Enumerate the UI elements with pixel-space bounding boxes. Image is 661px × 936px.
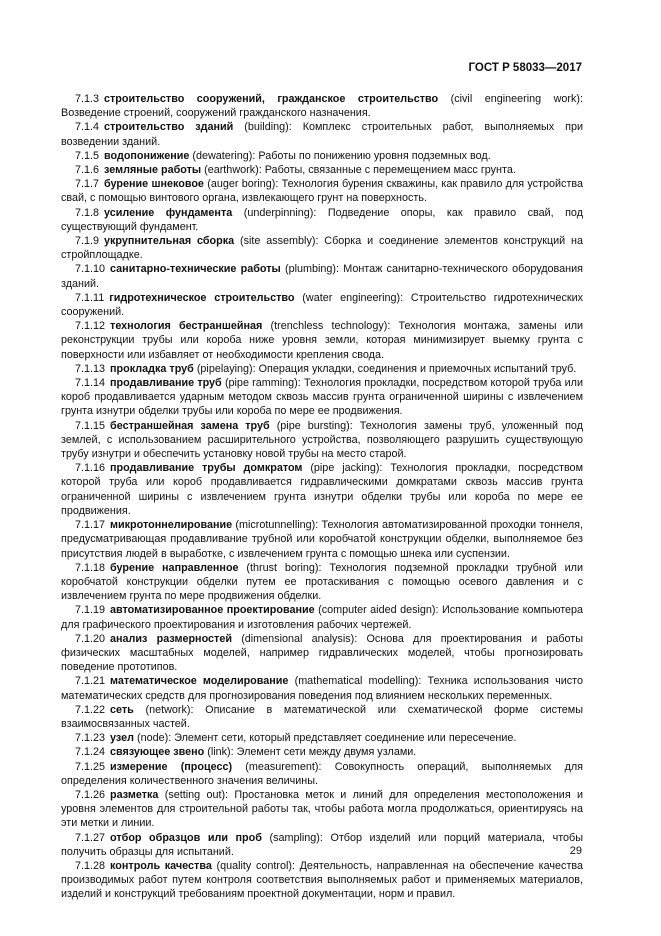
entry-definition: Технология автоматизированной проходки тоннеля, предусматривающая продавливание трубной или коробчатой конструкции обделки, выполняемое без присутствия людей в выработке, с извлечением грунта с помощью шнека или суспензии.: [61, 519, 583, 560]
entry-term: бурение направленное: [110, 561, 239, 574]
entry-term: измерение (процесс): [110, 760, 233, 773]
document-body: [61, 92, 583, 902]
entry-definition: Деятельность, направленная на обеспечение качества производимых работ путем контроля соответствия выполняемых работ и применяемых материалов, изделий и конструкций требованиям проектной документации, норм и правил.: [61, 859, 584, 901]
entry-definition: Технология прокладки, посредством которой труба или короб продавливается гидравлическими домкратами сквозь массив грунта ограниченной ширины с извлечением грунта изнутри обделки трубы или короба по мере ее продвижения.: [61, 462, 583, 517]
entry-english: (dimensional analysis):: [241, 632, 358, 645]
entry-number: 7.1.8: [75, 206, 100, 219]
entry-english: (dewatering):: [192, 149, 256, 162]
entry-number: 7.1.18: [75, 561, 106, 574]
definition-entry: [61, 92, 583, 120]
entry-definition: Технология замены труб, уложенный под землей, с использованием расширительного устройства, позволяющего разрушить существующую трубу изнутри и обеспечить установку новой трубы на место старой.: [61, 419, 583, 461]
entry-english: (sampling):: [269, 831, 323, 844]
definition-entry: [61, 561, 583, 604]
entry-number: 7.1.20: [75, 632, 106, 645]
entry-definition: Подведение опоры, как правило свай, под существующий фундамент.: [61, 206, 583, 233]
definition-entry: [61, 518, 583, 561]
entry-number: 7.1.27: [75, 831, 106, 844]
entry-term: продавливание трубы домкратом: [110, 462, 303, 475]
entry-definition: Сборка и соединение элементов конструкций на стройплощадке.: [61, 235, 583, 262]
entry-term: микротоннелирование: [110, 519, 233, 532]
entry-term: автоматизированное проектирование: [110, 604, 315, 617]
entry-term: земляные работы: [104, 164, 202, 177]
entry-english: (setting out):: [164, 788, 229, 801]
entry-term: строительство сооружений, гражданское строительство: [104, 93, 439, 105]
entry-definition: Возведение строений, сооружений гражданского назначения.: [61, 107, 371, 120]
entry-term: строительство зданий: [104, 121, 234, 134]
entry-english: (node):: [136, 732, 172, 745]
entry-term: бестраншейная замена труб: [110, 419, 270, 432]
entry-definition: Совокупность операций, выполняемых для определения количественного значения величины.: [61, 760, 584, 787]
entry-definition: Комплекс строительных работ, выполняемых при возведении зданий.: [61, 121, 584, 148]
definition-entry: [61, 262, 583, 290]
definition-entry: [61, 419, 583, 462]
entry-definition: Техника использования чисто математических средств для прогнозирования поведения под влиянием нескольких переменных.: [61, 675, 584, 702]
entry-number: 7.1.16: [75, 462, 106, 475]
entry-definition: Технология бурения скважины, как правило для устройства свай, с помощью винтового органа, извлекающего грунт на поверхность.: [61, 178, 584, 205]
entry-number: 7.1.28: [75, 859, 106, 872]
definition-entry: [61, 603, 583, 631]
entry-number: 7.1.22: [75, 703, 106, 716]
entry-english: (pipe ramming):: [224, 377, 301, 390]
entry-english: (computer aided design):: [318, 604, 439, 617]
entry-term: усиление фундамента: [104, 206, 233, 219]
entry-number: 7.1.24: [75, 746, 106, 759]
entry-term: анализ размерностей: [110, 632, 232, 645]
entry-english: (link):: [207, 746, 234, 759]
entry-english: (trenchless technology):: [270, 320, 391, 333]
entry-definition: Использование компьютера для графического проектирования и изготовления рабочих чертежей.: [61, 604, 584, 631]
entry-english: (measurement):: [245, 760, 322, 773]
entry-number: 7.1.6: [75, 164, 100, 177]
entry-number: 7.1.4: [75, 121, 100, 134]
entry-english: (quality control):: [216, 859, 295, 872]
entry-number: 7.1.3: [75, 93, 100, 105]
definition-entry: [61, 745, 583, 759]
entry-term: разметка: [110, 788, 159, 801]
entry-definition: Технология подземной прокладки трубной или коробчатой конструкции обделки путем ее протаскивания с помощью осевого давления и с извлечением грунта по мере продвижения обделки.: [61, 561, 583, 603]
entry-english: (mathematical modelling):: [294, 675, 422, 688]
page-number: 29: [569, 845, 582, 857]
entry-english: (plumbing):: [284, 263, 339, 276]
entry-english: (pipe jacking):: [310, 462, 383, 475]
entry-term: сеть: [110, 703, 134, 716]
entry-definition: Монтаж санитарно-технического оборудования зданий.: [61, 263, 584, 290]
definition-entry: [61, 319, 583, 362]
entry-english: (site assembly):: [240, 235, 319, 248]
definition-entry: [61, 788, 583, 831]
document-code: ГОСТ Р 58033—2017: [468, 62, 582, 74]
entry-definition: Элемент сети, который представляет соединение или пересечение.: [174, 732, 517, 745]
entry-definition: Операция укладки, соединения и приемочных испытаний труб.: [258, 362, 577, 375]
entry-definition: Работы по понижению уровня подземных вод.: [258, 149, 491, 162]
entry-term: узел: [110, 732, 134, 745]
definition-entry: [61, 177, 583, 205]
entry-english: (pipe bursting):: [276, 419, 353, 432]
entry-term: математическое моделирование: [110, 675, 289, 688]
entry-definition: Элемент сети между двумя узлами.: [236, 746, 417, 759]
entry-number: 7.1.25: [75, 760, 106, 773]
entry-definition: Технология монтажа, замены или реконструкции трубы или короба ниже уровня земли, которая минимизирует выемку грунта с поверхности или избавляет от необходимости крепления свода.: [61, 320, 584, 361]
definition-entry: [61, 760, 583, 788]
definition-entry: [61, 376, 583, 419]
entry-number: 7.1.26: [75, 788, 106, 801]
entry-number: 7.1.19: [75, 604, 106, 617]
entry-number: 7.1.10: [75, 263, 106, 276]
definition-entry: [61, 234, 583, 262]
definition-entry: [61, 291, 583, 319]
entry-term: продавливание труб: [110, 377, 222, 390]
definition-entry: [61, 674, 583, 702]
definition-entry: [61, 703, 583, 731]
definition-entry: [61, 120, 583, 148]
entry-term: технология бестраншейная: [110, 320, 263, 333]
entry-number: 7.1.12: [75, 320, 106, 333]
entry-english: (thrust boring):: [246, 561, 322, 574]
entry-term: бурение шнековое: [104, 178, 204, 191]
definition-entry: [61, 859, 583, 902]
entry-definition: Описание в математической или схематической форме системы взаимосвязанных частей.: [61, 703, 583, 730]
entry-term: прокладка труб: [110, 362, 194, 375]
definition-entry: [61, 831, 583, 859]
entry-term: санитарно-технические работы: [110, 263, 281, 276]
definition-entry: [61, 206, 583, 234]
entry-number: 7.1.15: [75, 419, 106, 432]
entry-number: 7.1.13: [75, 362, 106, 375]
definition-entry: [61, 731, 583, 745]
entry-term: водопонижение: [104, 149, 190, 162]
entry-english: (building):: [244, 121, 292, 134]
entry-definition: Простановка меток и линий для определения местоположения и уровня элементов для строительной работы так, чтобы работа могла продолжаться, ориентируясь на эти метки и линии.: [61, 788, 584, 830]
entry-number: 7.1.5: [75, 149, 100, 162]
entry-number: 7.1.9: [75, 235, 100, 248]
entry-english: (microtunnelling):: [235, 519, 319, 532]
entry-english: (underpinning):: [243, 206, 317, 219]
definition-entry: [61, 362, 583, 376]
entry-number: 7.1.7: [75, 178, 100, 191]
definition-entry: [61, 163, 583, 177]
entry-term: укрупнительная сборка: [104, 235, 235, 248]
definition-entry: [61, 149, 583, 163]
entry-number: 7.1.21: [75, 675, 106, 688]
entry-term: гидротехническое строительство: [109, 291, 295, 304]
entry-term: отбор образцов или проб: [110, 831, 262, 844]
entry-definition: Технология прокладки, посредством которой труба или короб продавливается ударным методом сквозь массив грунта ограниченной ширины с извлечением грунта изнутри обделки трубы или короба по мере ее продвижения.: [61, 377, 583, 418]
entry-english: (water engineering):: [302, 291, 404, 304]
entry-english: (auger boring):: [207, 178, 279, 191]
entry-term: контроль качества: [110, 859, 212, 872]
entry-number: 7.1.23: [75, 732, 106, 745]
entry-english: (pipelaying):: [196, 362, 256, 375]
entry-definition: Работы, связанные с перемещением масс грунта.: [264, 164, 516, 177]
entry-english: (civil engineering work):: [450, 93, 583, 105]
entry-number: 7.1.11: [75, 291, 105, 304]
entry-definition: Основа для проектирования и работы физических масштабных моделей, например гидравлических моделей, чтобы прогнозировать поведение прототипов.: [61, 632, 583, 674]
definition-entry: [61, 461, 583, 518]
definition-entry: [61, 632, 583, 675]
entry-term: связующее звено: [110, 746, 205, 759]
entry-number: 7.1.14: [75, 377, 106, 390]
entry-definition: Отбор изделий или порций материала, чтобы получить образцы для испытаний.: [61, 831, 584, 858]
entry-definition: Строительство гидротехнических сооружений.: [61, 291, 584, 319]
entry-english: (network):: [145, 703, 194, 716]
entry-english: (earthwork):: [204, 164, 262, 177]
entry-number: 7.1.17: [75, 519, 106, 532]
